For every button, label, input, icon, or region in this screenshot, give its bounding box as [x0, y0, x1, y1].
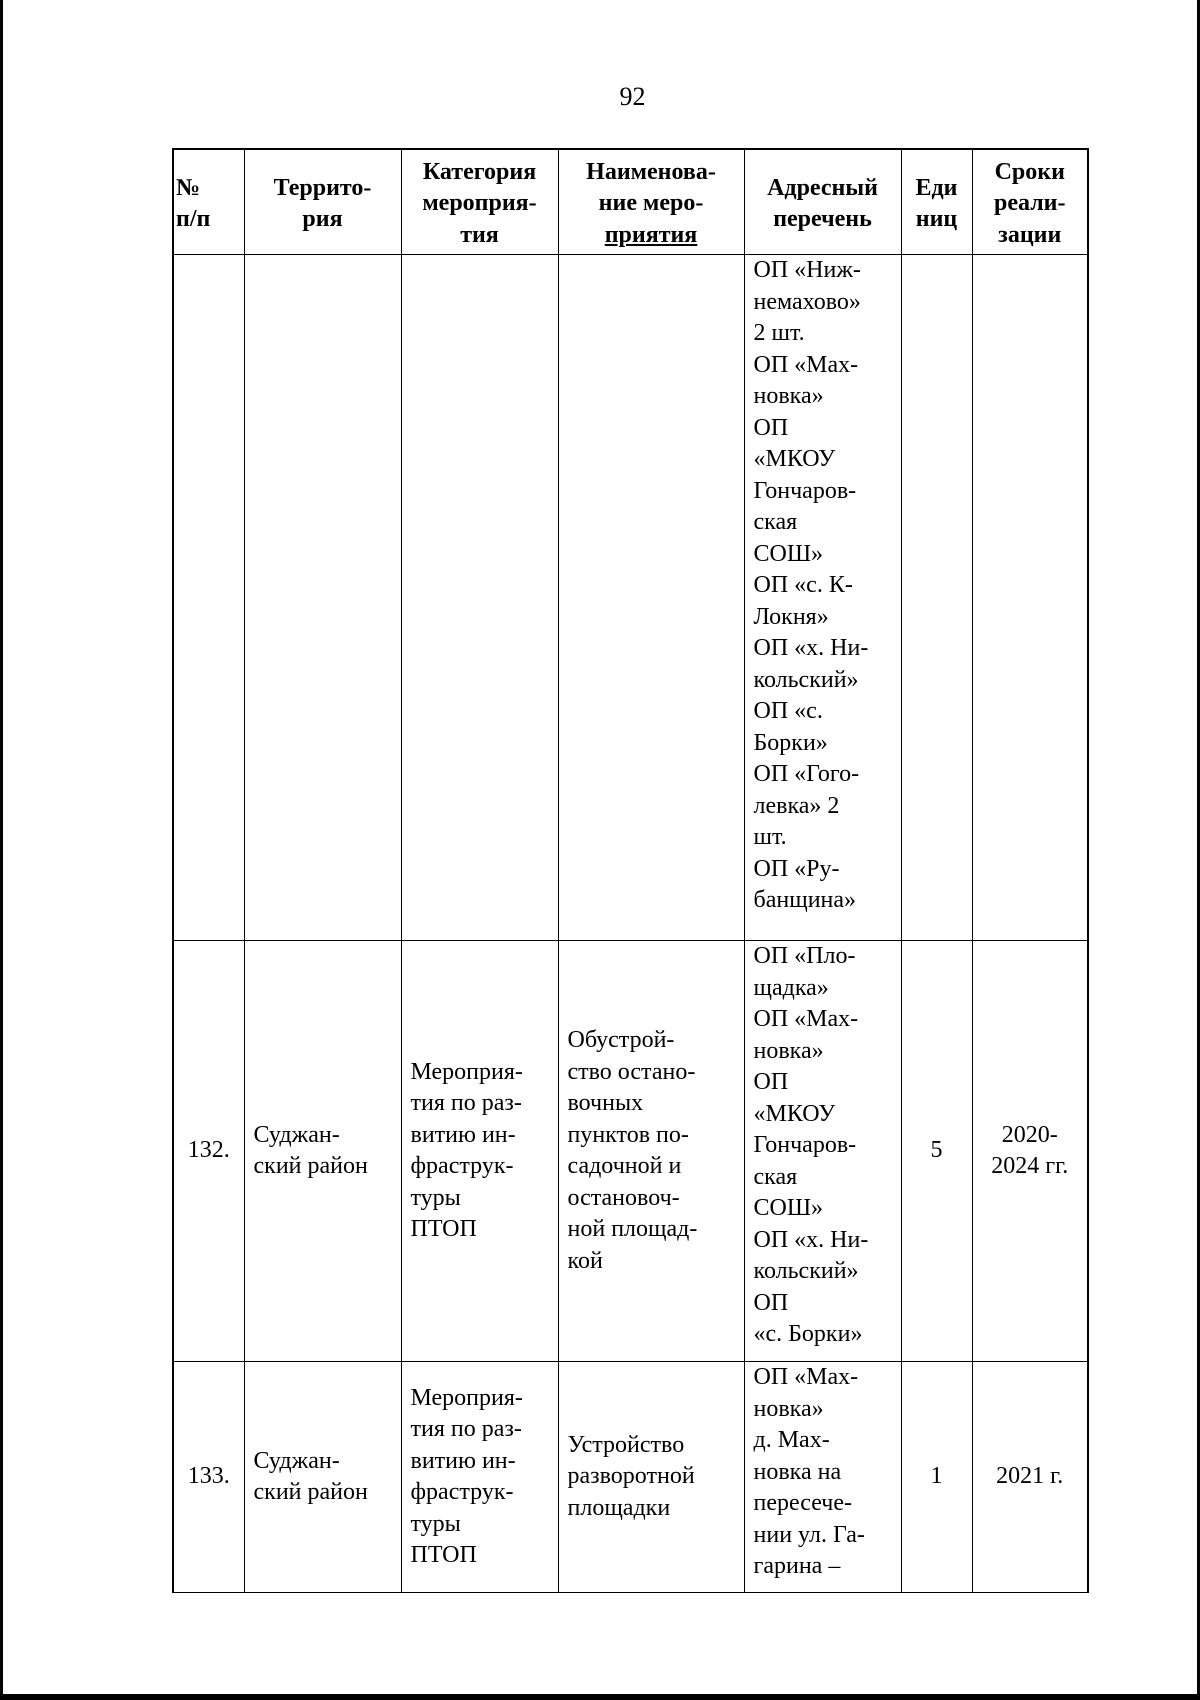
cell-address-line: ОП «Мах-	[753, 1006, 859, 1032]
cell-address-line: ОП «х. Ни-	[753, 1226, 869, 1253]
cell-units	[901, 255, 972, 941]
cell-name-line: ство остано-	[567, 1058, 696, 1085]
table-row	[173, 255, 1088, 941]
cell-category-line: тия по раз-	[410, 1416, 522, 1442]
cell-territory-line: ский район	[253, 1479, 368, 1505]
scan-edge-left	[0, 0, 3, 1700]
cell-name	[558, 1362, 744, 1593]
cell-address-line: ОП	[753, 1069, 789, 1095]
cell-territory-line: Суджан-	[253, 1447, 340, 1474]
header-category-line: Категория	[422, 158, 537, 185]
cell-units: 5	[901, 941, 972, 1362]
header-num-line: №	[176, 174, 201, 201]
header-terms-line: зации	[998, 221, 1062, 248]
cell-address-line: левка» 2	[753, 792, 840, 819]
cell-terms-line: 2020-	[1001, 1121, 1058, 1148]
cell-category-line: туры	[410, 1510, 461, 1537]
header-territory-line: Террито-	[273, 174, 372, 201]
cell-address-line: ская	[753, 509, 798, 535]
cell-address-line: пересече-	[753, 1490, 852, 1516]
header-category-line: мероприя-	[422, 190, 537, 217]
header-address-line: Адресный	[767, 174, 878, 201]
measures-table	[172, 148, 1089, 1593]
cell-address-line: щадка»	[753, 974, 829, 1001]
cell-category-line: туры	[410, 1184, 461, 1211]
cell-category-line: ПТОП	[410, 1216, 477, 1242]
cell-address-line: ОП «х. Ни-	[753, 635, 869, 661]
cell-address-line: новка»	[753, 383, 824, 409]
cell-name-line: Обустрой-	[567, 1027, 675, 1053]
cell-num: 133.	[173, 1362, 244, 1593]
cell-name-line: Устройство	[567, 1431, 685, 1458]
cell-category-line: ПТОП	[410, 1542, 477, 1568]
scan-edge-bottom	[0, 1694, 1200, 1700]
cell-address-line: ОП «с.	[753, 698, 823, 724]
table-header-row	[173, 149, 1088, 255]
cell-num	[173, 255, 244, 941]
cell-name-line: ной площад-	[567, 1216, 698, 1242]
header-terms	[972, 149, 1088, 255]
header-territory	[244, 149, 401, 255]
cell-address-line: кольский»	[753, 666, 859, 693]
cell-address-line: Борки»	[753, 729, 828, 756]
header-name-line: Наименова-	[586, 158, 716, 185]
cell-address-line: ОП	[753, 1289, 789, 1316]
cell-name	[558, 255, 744, 941]
page-number: 92	[619, 82, 646, 111]
cell-address-line: Гончаров-	[753, 1132, 857, 1158]
cell-address-line: банщина»	[753, 887, 857, 913]
cell-name-line: разворотной	[567, 1463, 695, 1490]
header-units	[901, 149, 972, 255]
cell-address-line: Гончаров-	[753, 477, 857, 504]
header-name-line: приятия	[604, 221, 698, 248]
cell-address-line: ОП	[753, 414, 789, 441]
cell-name-line: площадки	[567, 1494, 671, 1521]
cell-address	[744, 1362, 901, 1593]
cell-address-line: шт.	[753, 824, 787, 850]
cell-category-line: Мероприя-	[410, 1058, 523, 1085]
header-address-line: перечень	[773, 206, 872, 232]
table-row	[173, 1362, 1088, 1593]
cell-address-line: нии ул. Га-	[753, 1521, 865, 1548]
cell-name	[558, 941, 744, 1362]
cell-name-line: вочных	[567, 1090, 644, 1116]
cell-address-line: «МКОУ	[753, 1100, 836, 1127]
cell-address	[744, 255, 901, 941]
header-territory-line: рия	[302, 206, 343, 232]
cell-category-line: витию ин-	[410, 1447, 516, 1474]
cell-address-line: гарина –	[753, 1553, 841, 1579]
header-units-line: ниц	[915, 206, 958, 232]
cell-category-line: витию ин-	[410, 1121, 516, 1148]
header-name	[558, 149, 744, 255]
header-num	[173, 149, 244, 255]
header-category	[401, 149, 558, 255]
cell-address-line: ОП «Ниж-	[753, 257, 861, 283]
cell-address	[744, 941, 901, 1362]
cell-name-line: пунктов по-	[567, 1121, 689, 1148]
cell-name-line: кой	[567, 1247, 603, 1274]
header-category-line: тия	[460, 221, 499, 248]
cell-address-line: ОП «с. К-	[753, 572, 853, 598]
header-terms-line: Сроки	[994, 158, 1065, 185]
header-address	[744, 149, 901, 255]
cell-address-line: Локня»	[753, 603, 829, 630]
cell-category-line: фраструк-	[410, 1479, 514, 1505]
cell-name-line: садочной и	[567, 1153, 682, 1179]
cell-num: 132.	[173, 941, 244, 1362]
cell-units: 1	[901, 1362, 972, 1593]
cell-category-line: фраструк-	[410, 1153, 514, 1179]
table-row	[173, 941, 1088, 1362]
cell-category	[401, 1362, 558, 1593]
cell-address-line: ОП «Ру-	[753, 855, 840, 882]
cell-address-line: д. Мах-	[753, 1427, 830, 1453]
cell-category	[401, 255, 558, 941]
cell-address-line: СОШ»	[753, 540, 824, 567]
cell-address-line: «с. Борки»	[753, 1321, 863, 1347]
cell-name-line: остановоч-	[567, 1184, 680, 1211]
cell-category-line: тия по раз-	[410, 1090, 522, 1116]
cell-address-line: ОП «Мах-	[753, 1364, 859, 1390]
cell-category	[401, 941, 558, 1362]
cell-address-line: ОП «Гого-	[753, 761, 860, 787]
cell-terms-line: 2024 гг.	[991, 1153, 1069, 1179]
cell-territory	[244, 941, 401, 1362]
cell-address-line: ОП «Мах-	[753, 351, 859, 378]
cell-address-line: ская	[753, 1163, 798, 1190]
cell-terms	[972, 1362, 1088, 1593]
cell-address-line: кольский»	[753, 1258, 859, 1284]
cell-terms	[972, 255, 1088, 941]
header-num-line: п/п	[176, 206, 211, 232]
cell-territory	[244, 1362, 401, 1593]
cell-terms-line: 2021 г.	[996, 1463, 1064, 1490]
cell-terms	[972, 941, 1088, 1362]
cell-address-line: немахово»	[753, 288, 861, 315]
cell-category-line: Мероприя-	[410, 1384, 523, 1411]
cell-address-line: СОШ»	[753, 1195, 824, 1221]
cell-territory-line: ский район	[253, 1153, 368, 1179]
cell-territory	[244, 255, 401, 941]
cell-address-line: новка»	[753, 1037, 824, 1064]
cell-address-line: 2 шт.	[753, 320, 805, 346]
cell-territory-line: Суджан-	[253, 1121, 340, 1148]
cell-address-line: новка на	[753, 1458, 842, 1485]
cell-address-line: новка»	[753, 1395, 824, 1422]
header-units-line: Еди	[915, 174, 958, 201]
header-name-line: ние меро-	[598, 190, 704, 217]
cell-address-line: ОП «Пло-	[753, 943, 856, 969]
cell-address-line: «МКОУ	[753, 446, 836, 472]
header-terms-line: реали-	[994, 190, 1066, 217]
